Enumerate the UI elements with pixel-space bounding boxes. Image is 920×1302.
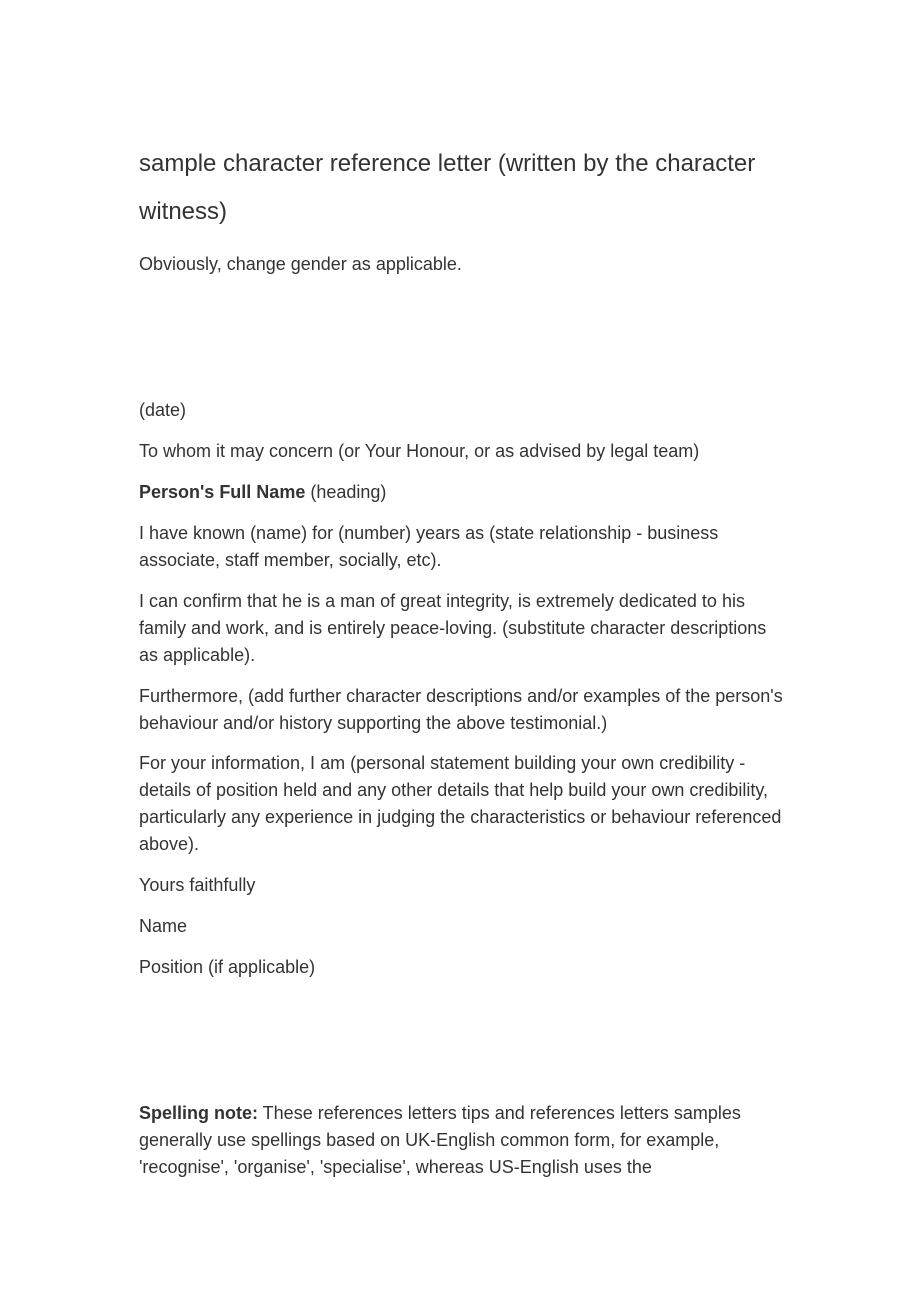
spelling-note-text: These references letters tips and references letters samples generally use spellings based on UK-English common form, for example, 'recognise', 'organise', 'specialise', whereas US-English uses the [139,1103,741,1177]
paragraph-furthermore: Furthermore, (add further character descriptions and/or examples of the person's behaviour and/or history supporting the above testimonial.) [139,686,783,733]
heading-rest-text: (heading) [305,482,387,502]
letter-name: Name [139,916,188,936]
paragraph-known: I have known (name) for (number) years as (state relationship - business associate, staff member, socially, etc). [139,523,719,570]
letter-date: (date) [139,400,187,420]
spelling-note-label: Spelling note: [139,1103,258,1123]
letter-closing: Yours faithfully [139,875,256,895]
letter-salutation: To whom it may concern (or Your Honour, or as advised by legal team) [139,441,700,461]
paragraph-confirm: I can confirm that he is a man of great integrity, is extremely dedicated to his family and work, and is entirely peace-loving. (substitute character descriptions as applicable). [139,591,767,665]
paragraph-information: For your information, I am (personal statement building your own credibility - details of position held and any other details that help build your own credibility, particularly any experience in judging the characteristics or behaviour referenced above). [139,753,782,854]
gender-note: Obviously, change gender as applicable. [139,254,462,274]
document-title: sample character reference letter (written by the character witness) [139,150,756,225]
spelling-note [139,1100,784,1181]
letter-position: Position (if applicable) [139,957,316,977]
letter-heading [139,479,784,506]
heading-bold-text: Person's Full Name [139,482,306,502]
